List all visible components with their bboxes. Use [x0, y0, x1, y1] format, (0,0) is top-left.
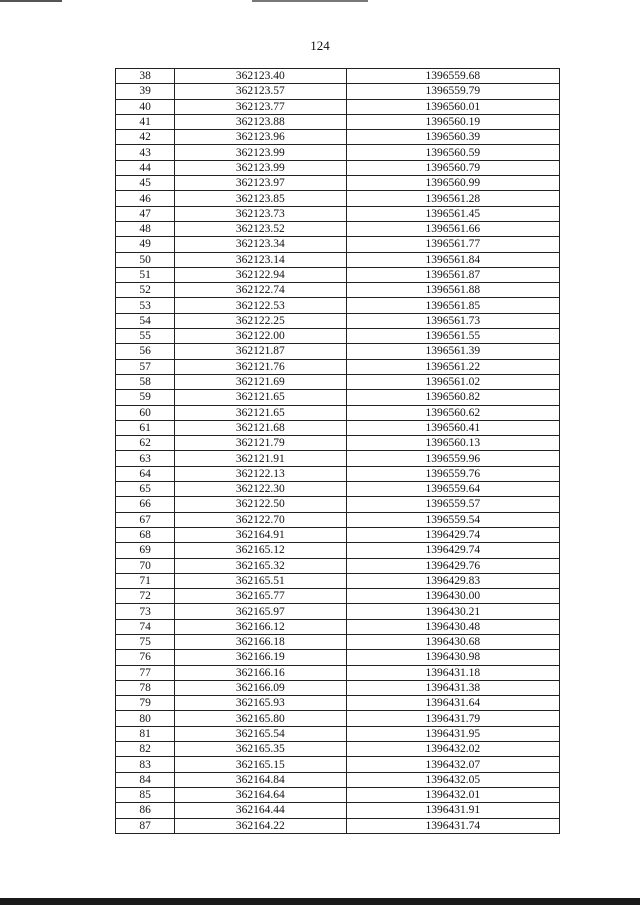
x-coordinate-cell: 362122.30 [175, 482, 346, 497]
y-coordinate-cell: 1396431.64 [346, 696, 560, 711]
x-coordinate-cell: 362121.79 [175, 436, 346, 451]
point-number-cell: 38 [116, 69, 175, 84]
y-coordinate-cell: 1396561.39 [346, 344, 560, 359]
table-row [116, 527, 560, 542]
table-row [116, 267, 560, 282]
y-coordinate-cell: 1396560.13 [346, 436, 560, 451]
table-row [116, 543, 560, 558]
point-number-cell: 74 [116, 619, 175, 634]
x-coordinate-cell: 362122.94 [175, 267, 346, 282]
bottom-scan-edge [0, 898, 640, 905]
x-coordinate-cell: 362123.73 [175, 206, 346, 221]
top-rule-right [252, 0, 368, 2]
y-coordinate-cell: 1396561.77 [346, 237, 560, 252]
point-number-cell: 56 [116, 344, 175, 359]
x-coordinate-cell: 362166.19 [175, 650, 346, 665]
coordinates-table-body [116, 69, 560, 834]
table-row [116, 818, 560, 833]
y-coordinate-cell: 1396431.79 [346, 711, 560, 726]
table-row [116, 206, 560, 221]
y-coordinate-cell: 1396560.62 [346, 405, 560, 420]
point-number-cell: 48 [116, 221, 175, 236]
point-number-cell: 44 [116, 160, 175, 175]
table-row [116, 344, 560, 359]
x-coordinate-cell: 362121.69 [175, 374, 346, 389]
point-number-cell: 54 [116, 313, 175, 328]
table-row [116, 757, 560, 772]
point-number-cell: 68 [116, 527, 175, 542]
table-row [116, 742, 560, 757]
point-number-cell: 81 [116, 726, 175, 741]
table-row [116, 69, 560, 84]
point-number-cell: 83 [116, 757, 175, 772]
x-coordinate-cell: 362122.00 [175, 329, 346, 344]
y-coordinate-cell: 1396429.74 [346, 527, 560, 542]
x-coordinate-cell: 362165.97 [175, 604, 346, 619]
table-row [116, 114, 560, 129]
point-number-cell: 72 [116, 589, 175, 604]
page-number: 124 [310, 38, 330, 53]
point-number-cell: 77 [116, 665, 175, 680]
x-coordinate-cell: 362123.40 [175, 69, 346, 84]
y-coordinate-cell: 1396560.79 [346, 160, 560, 175]
point-number-cell: 65 [116, 482, 175, 497]
table-row [116, 221, 560, 236]
point-number-cell: 39 [116, 84, 175, 99]
table-row [116, 237, 560, 252]
y-coordinate-cell: 1396561.85 [346, 298, 560, 313]
y-coordinate-cell: 1396561.66 [346, 221, 560, 236]
x-coordinate-cell: 362123.77 [175, 99, 346, 114]
point-number-cell: 53 [116, 298, 175, 313]
y-coordinate-cell: 1396429.76 [346, 558, 560, 573]
point-number-cell: 55 [116, 329, 175, 344]
table-row [116, 283, 560, 298]
x-coordinate-cell: 362123.97 [175, 176, 346, 191]
y-coordinate-cell: 1396430.48 [346, 619, 560, 634]
point-number-cell: 70 [116, 558, 175, 573]
x-coordinate-cell: 362165.93 [175, 696, 346, 711]
y-coordinate-cell: 1396561.22 [346, 359, 560, 374]
table-row [116, 604, 560, 619]
x-coordinate-cell: 362121.91 [175, 451, 346, 466]
x-coordinate-cell: 362123.88 [175, 114, 346, 129]
table-row [116, 436, 560, 451]
point-number-cell: 76 [116, 650, 175, 665]
point-number-cell: 47 [116, 206, 175, 221]
table-row [116, 145, 560, 160]
point-number-cell: 69 [116, 543, 175, 558]
table-row [116, 160, 560, 175]
x-coordinate-cell: 362165.12 [175, 543, 346, 558]
y-coordinate-cell: 1396559.76 [346, 466, 560, 481]
y-coordinate-cell: 1396430.98 [346, 650, 560, 665]
table-row [116, 589, 560, 604]
table-row [116, 803, 560, 818]
x-coordinate-cell: 362123.34 [175, 237, 346, 252]
x-coordinate-cell: 362123.14 [175, 252, 346, 267]
x-coordinate-cell: 362165.32 [175, 558, 346, 573]
point-number-cell: 46 [116, 191, 175, 206]
table-row [116, 726, 560, 741]
point-number-cell: 61 [116, 420, 175, 435]
y-coordinate-cell: 1396431.38 [346, 680, 560, 695]
y-coordinate-cell: 1396559.68 [346, 69, 560, 84]
point-number-cell: 40 [116, 99, 175, 114]
y-coordinate-cell: 1396431.74 [346, 818, 560, 833]
y-coordinate-cell: 1396560.41 [346, 420, 560, 435]
point-number-cell: 86 [116, 803, 175, 818]
point-number-cell: 75 [116, 634, 175, 649]
point-number-cell: 59 [116, 390, 175, 405]
point-number-cell: 62 [116, 436, 175, 451]
y-coordinate-cell: 1396430.21 [346, 604, 560, 619]
x-coordinate-cell: 362165.35 [175, 742, 346, 757]
y-coordinate-cell: 1396430.68 [346, 634, 560, 649]
x-coordinate-cell: 362123.52 [175, 221, 346, 236]
x-coordinate-cell: 362122.74 [175, 283, 346, 298]
y-coordinate-cell: 1396432.05 [346, 772, 560, 787]
x-coordinate-cell: 362122.50 [175, 497, 346, 512]
y-coordinate-cell: 1396430.00 [346, 589, 560, 604]
y-coordinate-cell: 1396561.28 [346, 191, 560, 206]
point-number-cell: 50 [116, 252, 175, 267]
x-coordinate-cell: 362165.15 [175, 757, 346, 772]
point-number-cell: 58 [116, 374, 175, 389]
x-coordinate-cell: 362123.57 [175, 84, 346, 99]
y-coordinate-cell: 1396429.83 [346, 573, 560, 588]
point-number-cell: 73 [116, 604, 175, 619]
table-row [116, 696, 560, 711]
point-number-cell: 63 [116, 451, 175, 466]
point-number-cell: 67 [116, 512, 175, 527]
table-row [116, 390, 560, 405]
y-coordinate-cell: 1396560.39 [346, 130, 560, 145]
table-row [116, 130, 560, 145]
table-row [116, 99, 560, 114]
x-coordinate-cell: 362121.76 [175, 359, 346, 374]
x-coordinate-cell: 362122.13 [175, 466, 346, 481]
y-coordinate-cell: 1396429.74 [346, 543, 560, 558]
table-row [116, 374, 560, 389]
y-coordinate-cell: 1396432.07 [346, 757, 560, 772]
table-row [116, 772, 560, 787]
table-row [116, 329, 560, 344]
y-coordinate-cell: 1396559.64 [346, 482, 560, 497]
x-coordinate-cell: 362166.18 [175, 634, 346, 649]
table-row [116, 497, 560, 512]
point-number-cell: 79 [116, 696, 175, 711]
table-row [116, 466, 560, 481]
x-coordinate-cell: 362165.54 [175, 726, 346, 741]
y-coordinate-cell: 1396560.19 [346, 114, 560, 129]
y-coordinate-cell: 1396432.01 [346, 787, 560, 802]
point-number-cell: 60 [116, 405, 175, 420]
y-coordinate-cell: 1396559.57 [346, 497, 560, 512]
point-number-cell: 64 [116, 466, 175, 481]
y-coordinate-cell: 1396560.82 [346, 390, 560, 405]
table-row [116, 359, 560, 374]
point-number-cell: 82 [116, 742, 175, 757]
x-coordinate-cell: 362165.77 [175, 589, 346, 604]
y-coordinate-cell: 1396559.54 [346, 512, 560, 527]
point-number-cell: 78 [116, 680, 175, 695]
x-coordinate-cell: 362122.70 [175, 512, 346, 527]
table-row [116, 405, 560, 420]
point-number-cell: 57 [116, 359, 175, 374]
table-row [116, 787, 560, 802]
y-coordinate-cell: 1396561.55 [346, 329, 560, 344]
x-coordinate-cell: 362166.09 [175, 680, 346, 695]
x-coordinate-cell: 362164.91 [175, 527, 346, 542]
x-coordinate-cell: 362123.99 [175, 145, 346, 160]
point-number-cell: 87 [116, 818, 175, 833]
y-coordinate-cell: 1396432.02 [346, 742, 560, 757]
table-row [116, 665, 560, 680]
x-coordinate-cell: 362121.87 [175, 344, 346, 359]
point-number-cell: 41 [116, 114, 175, 129]
y-coordinate-cell: 1396561.88 [346, 283, 560, 298]
table-row [116, 298, 560, 313]
table-row [116, 619, 560, 634]
y-coordinate-cell: 1396559.96 [346, 451, 560, 466]
table-row [116, 451, 560, 466]
table-row [116, 482, 560, 497]
y-coordinate-cell: 1396431.18 [346, 665, 560, 680]
table-row [116, 313, 560, 328]
x-coordinate-cell: 362121.65 [175, 405, 346, 420]
y-coordinate-cell: 1396560.99 [346, 176, 560, 191]
table-row [116, 573, 560, 588]
point-number-cell: 85 [116, 787, 175, 802]
y-coordinate-cell: 1396431.91 [346, 803, 560, 818]
y-coordinate-cell: 1396561.87 [346, 267, 560, 282]
table-row [116, 176, 560, 191]
table-row [116, 252, 560, 267]
x-coordinate-cell: 362165.51 [175, 573, 346, 588]
top-rule-left [0, 0, 62, 2]
x-coordinate-cell: 362164.44 [175, 803, 346, 818]
table-row [116, 680, 560, 695]
point-number-cell: 45 [116, 176, 175, 191]
y-coordinate-cell: 1396560.59 [346, 145, 560, 160]
x-coordinate-cell: 362123.85 [175, 191, 346, 206]
x-coordinate-cell: 362165.80 [175, 711, 346, 726]
y-coordinate-cell: 1396561.02 [346, 374, 560, 389]
table-row [116, 650, 560, 665]
table-row [116, 634, 560, 649]
x-coordinate-cell: 362123.96 [175, 130, 346, 145]
coordinates-table [115, 68, 560, 834]
y-coordinate-cell: 1396431.95 [346, 726, 560, 741]
point-number-cell: 80 [116, 711, 175, 726]
table-row [116, 84, 560, 99]
y-coordinate-cell: 1396560.01 [346, 99, 560, 114]
table-row [116, 420, 560, 435]
y-coordinate-cell: 1396561.45 [346, 206, 560, 221]
point-number-cell: 66 [116, 497, 175, 512]
point-number-cell: 43 [116, 145, 175, 160]
point-number-cell: 49 [116, 237, 175, 252]
point-number-cell: 71 [116, 573, 175, 588]
x-coordinate-cell: 362121.68 [175, 420, 346, 435]
point-number-cell: 42 [116, 130, 175, 145]
table-row [116, 711, 560, 726]
x-coordinate-cell: 362122.53 [175, 298, 346, 313]
x-coordinate-cell: 362166.16 [175, 665, 346, 680]
y-coordinate-cell: 1396561.84 [346, 252, 560, 267]
x-coordinate-cell: 362121.65 [175, 390, 346, 405]
point-number-cell: 51 [116, 267, 175, 282]
y-coordinate-cell: 1396559.79 [346, 84, 560, 99]
x-coordinate-cell: 362122.25 [175, 313, 346, 328]
table-row [116, 191, 560, 206]
table-row [116, 558, 560, 573]
table-row [116, 512, 560, 527]
x-coordinate-cell: 362166.12 [175, 619, 346, 634]
x-coordinate-cell: 362164.84 [175, 772, 346, 787]
point-number-cell: 84 [116, 772, 175, 787]
x-coordinate-cell: 362164.64 [175, 787, 346, 802]
point-number-cell: 52 [116, 283, 175, 298]
x-coordinate-cell: 362164.22 [175, 818, 346, 833]
y-coordinate-cell: 1396561.73 [346, 313, 560, 328]
x-coordinate-cell: 362123.99 [175, 160, 346, 175]
